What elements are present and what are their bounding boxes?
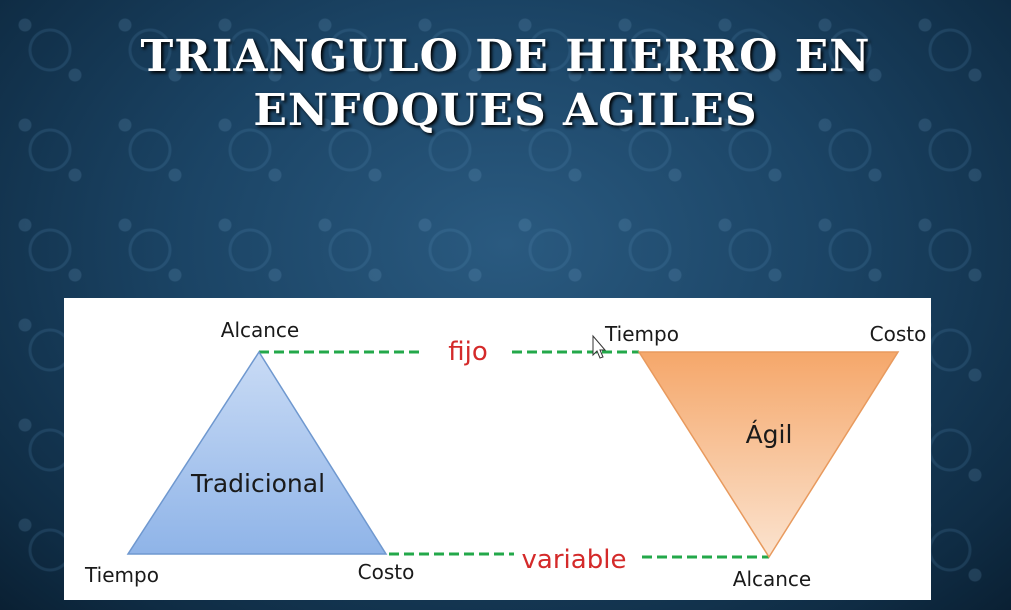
slide-title bbox=[0, 30, 1011, 138]
traditional-label: Tradicional bbox=[190, 469, 326, 498]
agile-top-right-label: Costo bbox=[869, 322, 927, 346]
traditional-top-label: Alcance bbox=[220, 318, 300, 342]
agile-bottom-label: Alcance bbox=[732, 567, 812, 591]
mouse-cursor-icon bbox=[593, 336, 605, 358]
iron-triangle-diagram bbox=[64, 298, 931, 600]
agile-top-left-label: Tiempo bbox=[605, 322, 679, 346]
title-line-1: TRIANGULO DE HIERRO EN bbox=[140, 31, 871, 82]
title-line-2: ENFOQUES AGILES bbox=[253, 85, 758, 136]
agile-triangle bbox=[639, 352, 898, 557]
traditional-triangle bbox=[128, 352, 386, 554]
diagram-panel bbox=[64, 298, 931, 600]
traditional-bottom-right-label: Costo bbox=[357, 560, 415, 584]
variable-label: variable bbox=[521, 545, 627, 575]
agile-label: Ágil bbox=[745, 420, 793, 449]
traditional-bottom-left-label: Tiempo bbox=[85, 563, 159, 587]
fixed-label: fijo bbox=[448, 337, 488, 367]
